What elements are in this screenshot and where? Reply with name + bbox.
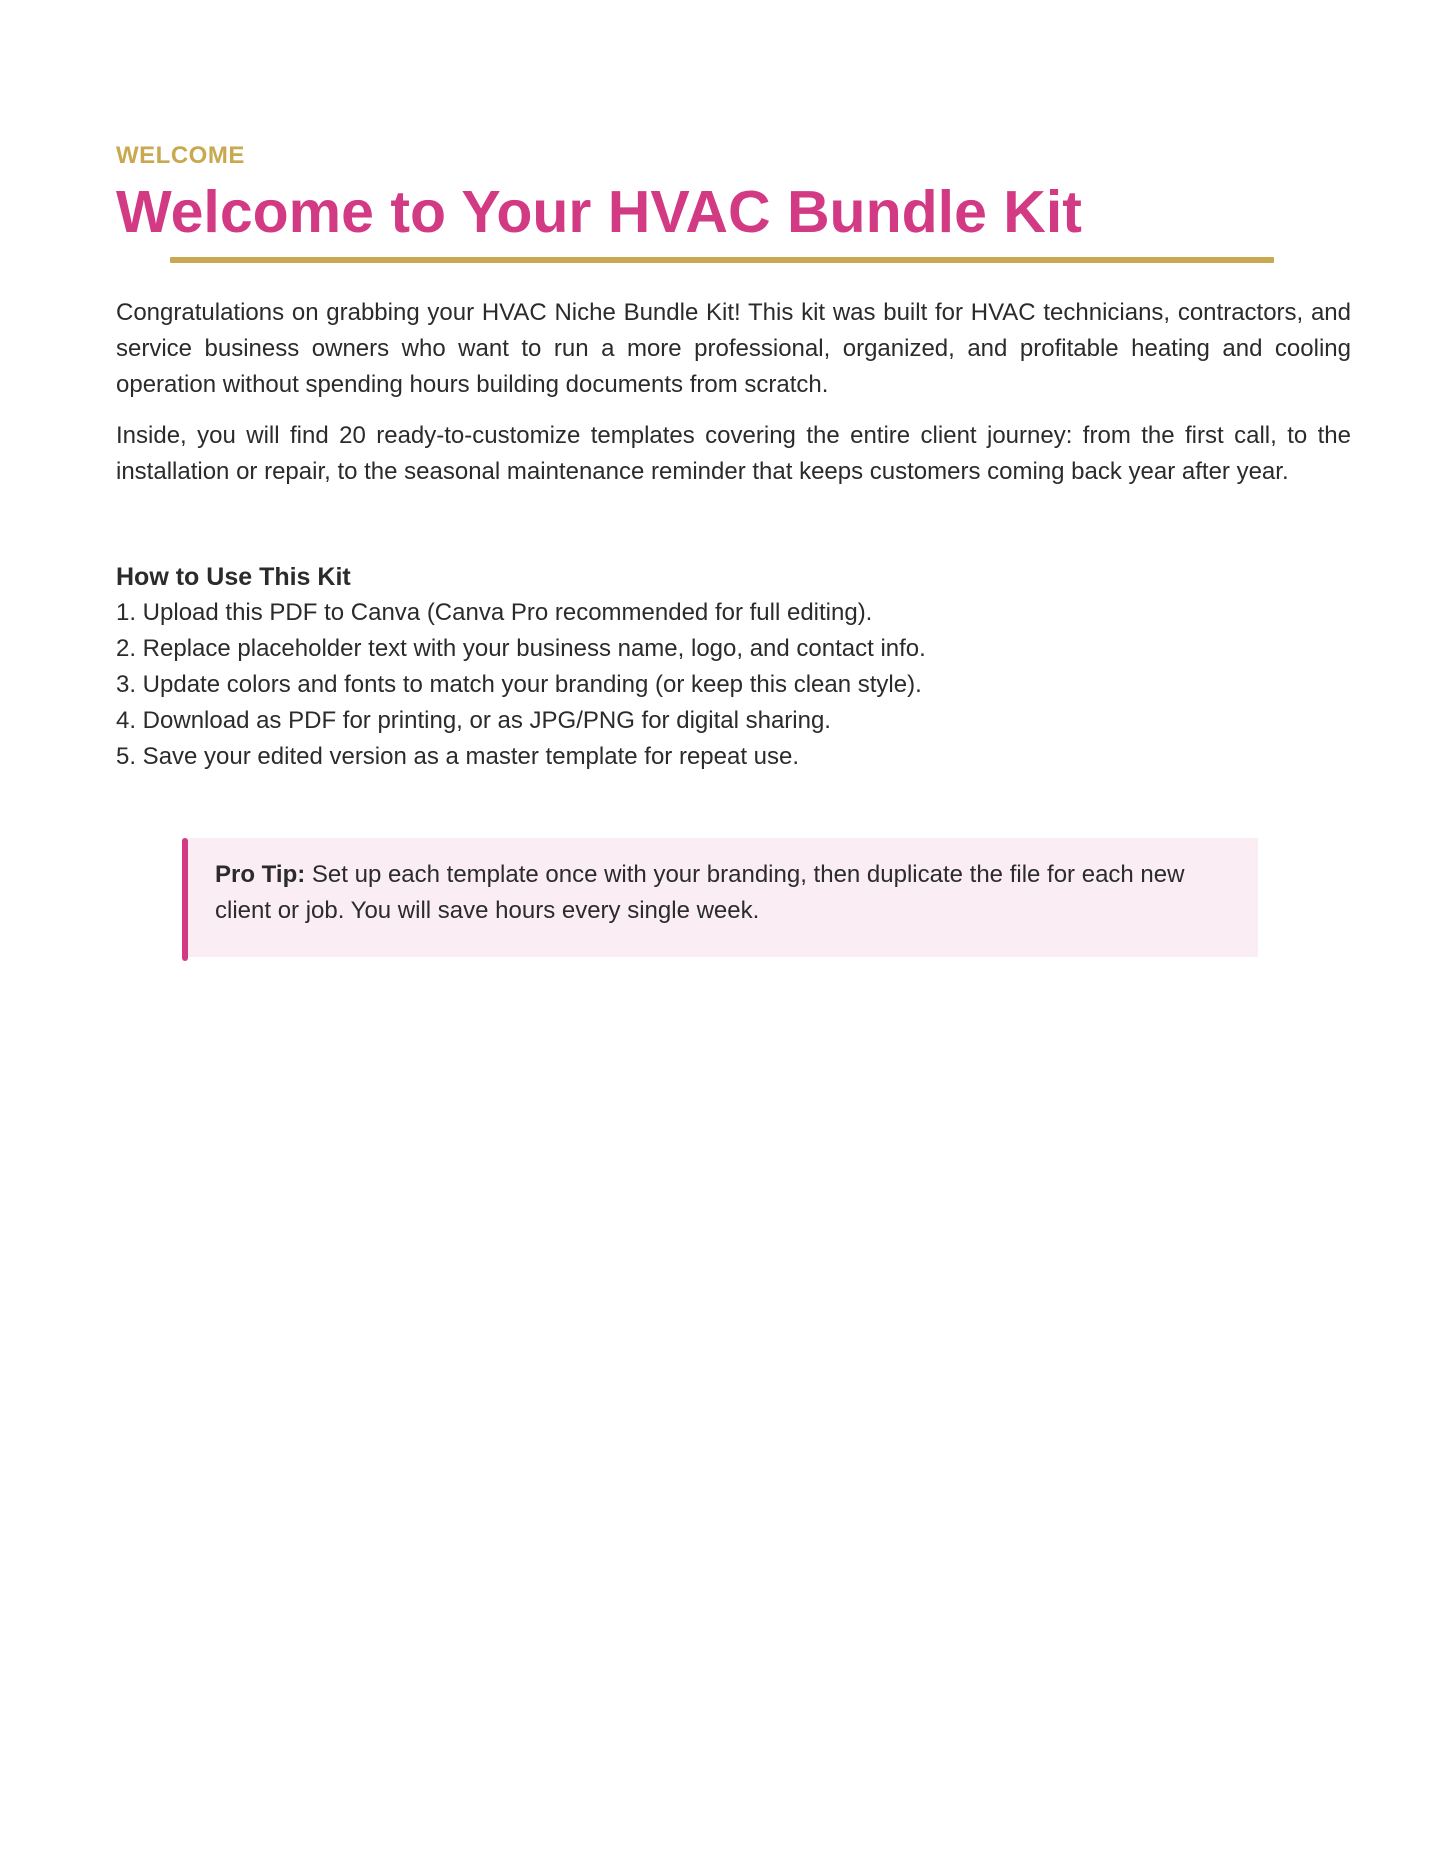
callout-accent-bar — [182, 838, 188, 961]
pro-tip-callout — [182, 838, 1258, 957]
list-item: 2. Replace placeholder text with your business name, logo, and contact info. — [116, 635, 926, 662]
steps-list — [116, 595, 1351, 775]
intro-paragraph: Congratulations on grabbing your HVAC Niche Bundle Kit! This kit was built for HVAC technicians, contractors, and service business owners who want to run a more professional, organized, and profitable heating and cooling operation without spending hours building documents from scratch. — [116, 299, 1351, 398]
how-to-heading: How to Use This Kit — [116, 563, 351, 591]
intro-paragraph: Inside, you will find 20 ready-to-customize templates covering the entire client journey: from the first call, to the installation or repair, to the seasonal maintenance reminder that keeps customers coming back year after year. — [116, 422, 1351, 485]
pro-tip-text: Set up each template once with your branding, then duplicate the file for each new client or job. You will save hours every single week. — [215, 861, 1185, 924]
how-to-section — [116, 559, 1351, 775]
list-item: 1. Upload this PDF to Canva (Canva Pro recommended for full editing). — [116, 599, 873, 626]
list-item: 5. Save your edited version as a master template for repeat use. — [116, 743, 800, 770]
pro-tip-label: Pro Tip: — [215, 861, 306, 888]
title-underline — [170, 257, 1274, 263]
page-title: Welcome to Your HVAC Bundle Kit — [116, 179, 1082, 245]
section-eyebrow: WELCOME — [116, 142, 245, 169]
list-item: 4. Download as PDF for printing, or as JPG/PNG for digital sharing. — [116, 707, 831, 734]
list-item: 3. Update colors and fonts to match your branding (or keep this clean style). — [116, 671, 922, 698]
intro-section — [116, 295, 1351, 490]
